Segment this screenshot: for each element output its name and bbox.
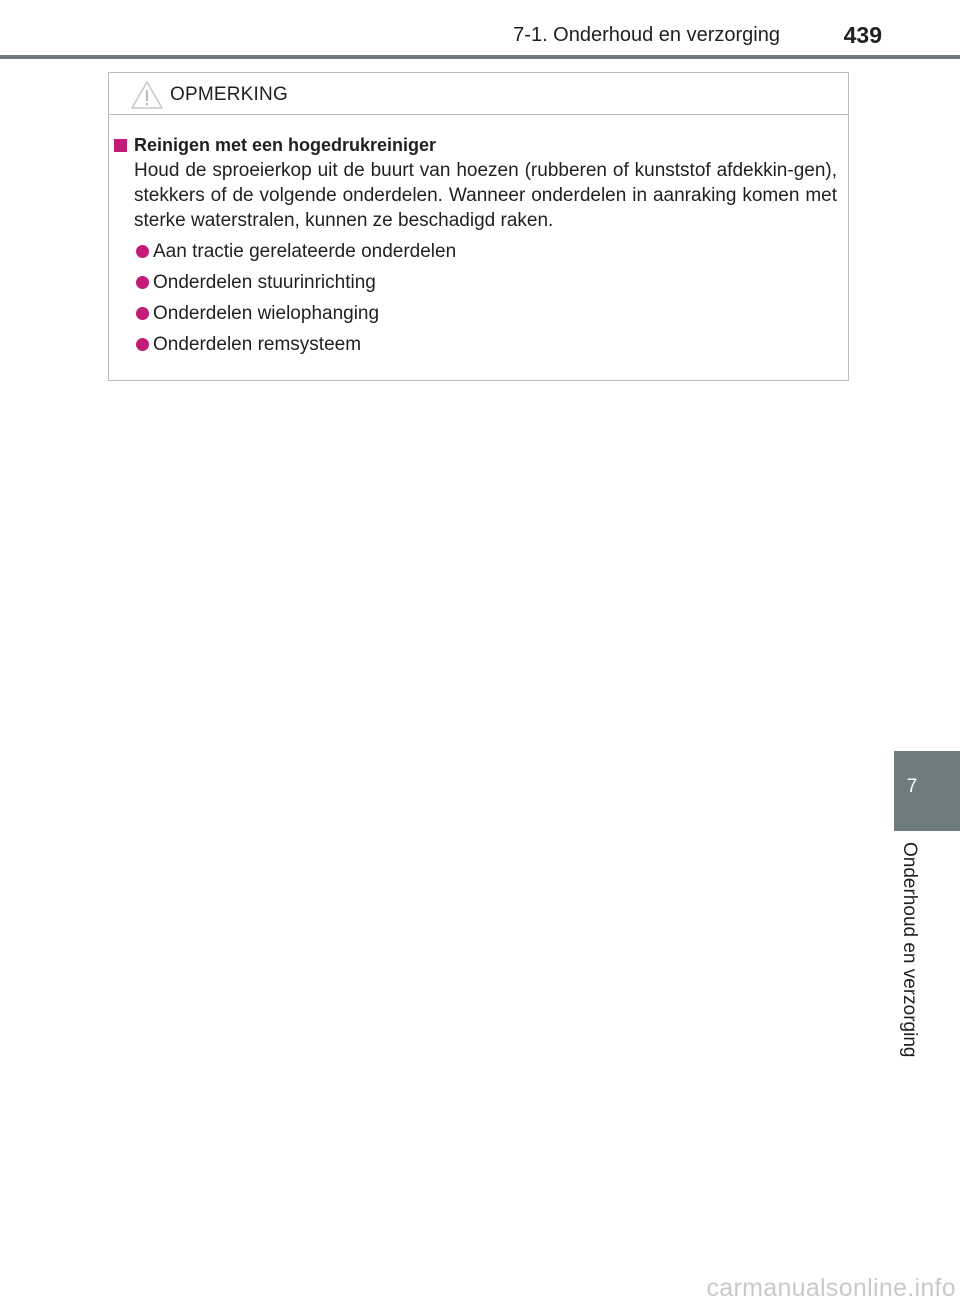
- header-rule: [0, 55, 960, 59]
- bullet-list: [134, 239, 834, 357]
- square-bullet-icon: [114, 139, 127, 152]
- notice-subheading: [134, 133, 834, 157]
- list-item-text: Onderdelen stuurinrichting: [153, 272, 376, 293]
- notice-box: [108, 72, 849, 381]
- notice-paragraph: Houd de sproeierkop uit de buurt van hoezen (rubberen of kunststof afdekkin-gen), stekkers of de volgende onderdelen. Wanneer onderdelen in aanraking komen met sterke waterstralen, kunnen ze beschadigd raken.: [134, 160, 837, 231]
- chapter-label: Onderhoud en verzorging: [899, 842, 920, 1058]
- circle-bullet-icon: [136, 338, 149, 351]
- subheading-text: Reinigen met een hogedrukreiniger: [134, 135, 437, 155]
- notice-title: OPMERKING: [170, 84, 288, 105]
- list-item: [134, 332, 834, 357]
- page-header: [0, 22, 960, 52]
- warning-triangle-icon: [130, 80, 164, 110]
- watermark: carmanualsonline.info: [706, 1274, 956, 1302]
- notice-header: [109, 73, 848, 115]
- chapter-tab: [894, 751, 960, 831]
- circle-bullet-icon: [136, 245, 149, 258]
- notice-body: [109, 115, 848, 357]
- list-item: [134, 270, 834, 295]
- page-number: 439: [843, 22, 882, 48]
- section-title: 7-1. Onderhoud en verzorging: [513, 24, 780, 46]
- list-item-text: Onderdelen wielophanging: [153, 303, 380, 324]
- circle-bullet-icon: [136, 307, 149, 320]
- list-item: [134, 239, 834, 264]
- list-item-text: Aan tractie gerelateerde onderdelen: [153, 241, 457, 262]
- chapter-number: 7: [906, 776, 918, 797]
- list-item: [134, 301, 834, 326]
- list-item-text: Onderdelen remsysteem: [153, 334, 362, 355]
- chapter-label-wrap: [894, 842, 930, 1072]
- circle-bullet-icon: [136, 276, 149, 289]
